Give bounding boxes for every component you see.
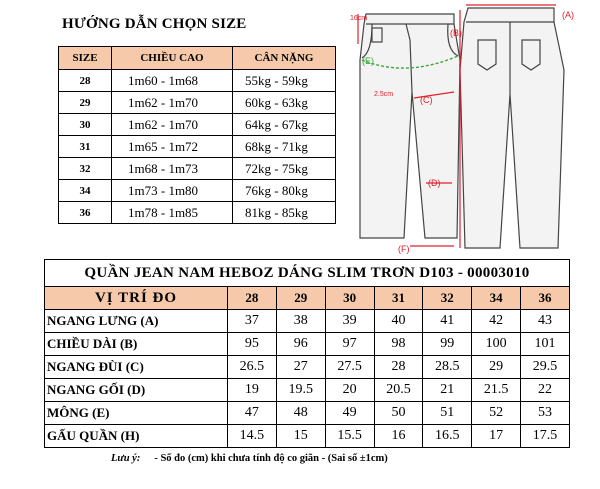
size-column-header: 28 bbox=[228, 287, 277, 310]
measurement-value: 19.5 bbox=[276, 379, 325, 402]
weight-cell: 68kg - 71kg bbox=[233, 136, 336, 158]
measurement-value: 100 bbox=[472, 333, 521, 356]
product-title: QUẦN JEAN NAM HEBOZ DÁNG SLIM TRƠN D103 - 00003010 bbox=[45, 260, 570, 287]
measurement-value: 98 bbox=[374, 333, 423, 356]
size-row bbox=[59, 180, 336, 202]
height-cell: 1m62 - 1m70 bbox=[112, 92, 233, 114]
size-cell: 36 bbox=[59, 202, 112, 224]
measurement-value: 37 bbox=[228, 310, 277, 333]
measurement-value: 26.5 bbox=[228, 356, 277, 379]
measurement-value: 41 bbox=[423, 310, 472, 333]
note-label: Lưu ý: bbox=[111, 453, 141, 464]
measurement-value: 22 bbox=[521, 379, 570, 402]
measurement-header-row bbox=[45, 287, 570, 310]
size-table-header bbox=[59, 47, 336, 70]
measurement-value: 42 bbox=[472, 310, 521, 333]
weight-cell: 76kg - 80kg bbox=[233, 180, 336, 202]
measurement-value: 16 bbox=[374, 425, 423, 448]
header-weight: CÂN NẶNG bbox=[233, 47, 336, 70]
size-column-header: 30 bbox=[325, 287, 374, 310]
label-e: (E) bbox=[362, 56, 374, 66]
measurement-label: CHIỀU DÀI (B) bbox=[45, 333, 228, 356]
measurement-value: 96 bbox=[276, 333, 325, 356]
measurement-value: 21.5 bbox=[472, 379, 521, 402]
measurement-label: NGANG ĐÙI (C) bbox=[45, 356, 228, 379]
measurement-value: 20.5 bbox=[374, 379, 423, 402]
size-cell: 28 bbox=[59, 70, 112, 92]
size-column-header: 36 bbox=[521, 287, 570, 310]
measurement-value: 20 bbox=[325, 379, 374, 402]
jeans-diagram bbox=[350, 0, 600, 258]
measurement-value: 49 bbox=[325, 402, 374, 425]
jeans-front-view bbox=[360, 14, 460, 238]
measurement-value: 14.5 bbox=[228, 425, 277, 448]
measurement-row bbox=[45, 425, 570, 448]
size-cell: 31 bbox=[59, 136, 112, 158]
label-a: (A) bbox=[562, 10, 574, 20]
measurement-row bbox=[45, 379, 570, 402]
measurement-value: 21 bbox=[423, 379, 472, 402]
label-f: (F) bbox=[398, 244, 410, 254]
measurement-value: 53 bbox=[521, 402, 570, 425]
height-cell: 1m62 - 1m70 bbox=[112, 114, 233, 136]
measurement-value: 19 bbox=[228, 379, 277, 402]
measurement-value: 95 bbox=[228, 333, 277, 356]
measurement-value: 28 bbox=[374, 356, 423, 379]
measurement-value: 27 bbox=[276, 356, 325, 379]
measurement-label: NGANG LƯNG (A) bbox=[45, 310, 228, 333]
measurement-table bbox=[44, 259, 570, 448]
measurement-value: 38 bbox=[276, 310, 325, 333]
label-d: (D) bbox=[428, 178, 441, 188]
measurement-value: 48 bbox=[276, 402, 325, 425]
height-cell: 1m65 - 1m72 bbox=[112, 136, 233, 158]
measurement-value: 40 bbox=[374, 310, 423, 333]
measurement-value: 27.5 bbox=[325, 356, 374, 379]
measurement-label: NGANG GỐI (D) bbox=[45, 379, 228, 402]
jeans-back-view bbox=[460, 8, 564, 248]
measurement-value: 15.5 bbox=[325, 425, 374, 448]
measurement-row bbox=[45, 356, 570, 379]
size-cell: 29 bbox=[59, 92, 112, 114]
weight-cell: 60kg - 63kg bbox=[233, 92, 336, 114]
height-cell: 1m73 - 1m80 bbox=[112, 180, 233, 202]
dim-top: 16cm bbox=[350, 15, 368, 22]
measurement-value: 43 bbox=[521, 310, 570, 333]
label-b: (B) bbox=[450, 28, 462, 38]
measurement-label: MÔNG (E) bbox=[45, 402, 228, 425]
size-guide-title: HƯỚNG DẪN CHỌN SIZE bbox=[62, 16, 247, 32]
measurement-value: 97 bbox=[325, 333, 374, 356]
size-column-header: 32 bbox=[423, 287, 472, 310]
measurement-value: 29 bbox=[472, 356, 521, 379]
measurement-value: 17.5 bbox=[521, 425, 570, 448]
size-column-header: 29 bbox=[276, 287, 325, 310]
size-guide-table bbox=[58, 46, 336, 224]
measurement-value: 47 bbox=[228, 402, 277, 425]
measurement-value: 17 bbox=[472, 425, 521, 448]
weight-cell: 55kg - 59kg bbox=[233, 70, 336, 92]
size-row bbox=[59, 202, 336, 224]
height-cell: 1m78 - 1m85 bbox=[112, 202, 233, 224]
footnote bbox=[111, 453, 388, 464]
measurement-value: 51 bbox=[423, 402, 472, 425]
measurement-row bbox=[45, 333, 570, 356]
measurement-value: 50 bbox=[374, 402, 423, 425]
size-cell: 32 bbox=[59, 158, 112, 180]
size-row bbox=[59, 92, 336, 114]
size-row bbox=[59, 158, 336, 180]
height-cell: 1m60 - 1m68 bbox=[112, 70, 233, 92]
size-column-header: 34 bbox=[472, 287, 521, 310]
size-row bbox=[59, 114, 336, 136]
note-text: - Số đo (cm) khi chưa tính độ co giãn - (Sai số ±1cm) bbox=[154, 453, 388, 464]
measurement-value: 28.5 bbox=[423, 356, 472, 379]
measurement-value: 101 bbox=[521, 333, 570, 356]
measurement-value: 39 bbox=[325, 310, 374, 333]
weight-cell: 81kg - 85kg bbox=[233, 202, 336, 224]
size-cell: 30 bbox=[59, 114, 112, 136]
measurement-value: 52 bbox=[472, 402, 521, 425]
measurement-row bbox=[45, 310, 570, 333]
size-cell: 34 bbox=[59, 180, 112, 202]
header-size: SIZE bbox=[59, 47, 112, 70]
label-c: (C) bbox=[420, 95, 433, 105]
size-row bbox=[59, 70, 336, 92]
measurement-value: 16.5 bbox=[423, 425, 472, 448]
weight-cell: 64kg - 67kg bbox=[233, 114, 336, 136]
size-row bbox=[59, 136, 336, 158]
size-column-header: 31 bbox=[374, 287, 423, 310]
position-header: VỊ TRÍ ĐO bbox=[45, 287, 228, 310]
measurement-label: GẤU QUẦN (H) bbox=[45, 425, 228, 448]
height-cell: 1m68 - 1m73 bbox=[112, 158, 233, 180]
weight-cell: 72kg - 75kg bbox=[233, 158, 336, 180]
measurement-value: 15 bbox=[276, 425, 325, 448]
measurement-value: 99 bbox=[423, 333, 472, 356]
measurement-value: 29.5 bbox=[521, 356, 570, 379]
measurement-row bbox=[45, 402, 570, 425]
header-height: CHIỀU CAO bbox=[112, 47, 233, 70]
dim-thigh: 2.5cm bbox=[374, 91, 394, 98]
